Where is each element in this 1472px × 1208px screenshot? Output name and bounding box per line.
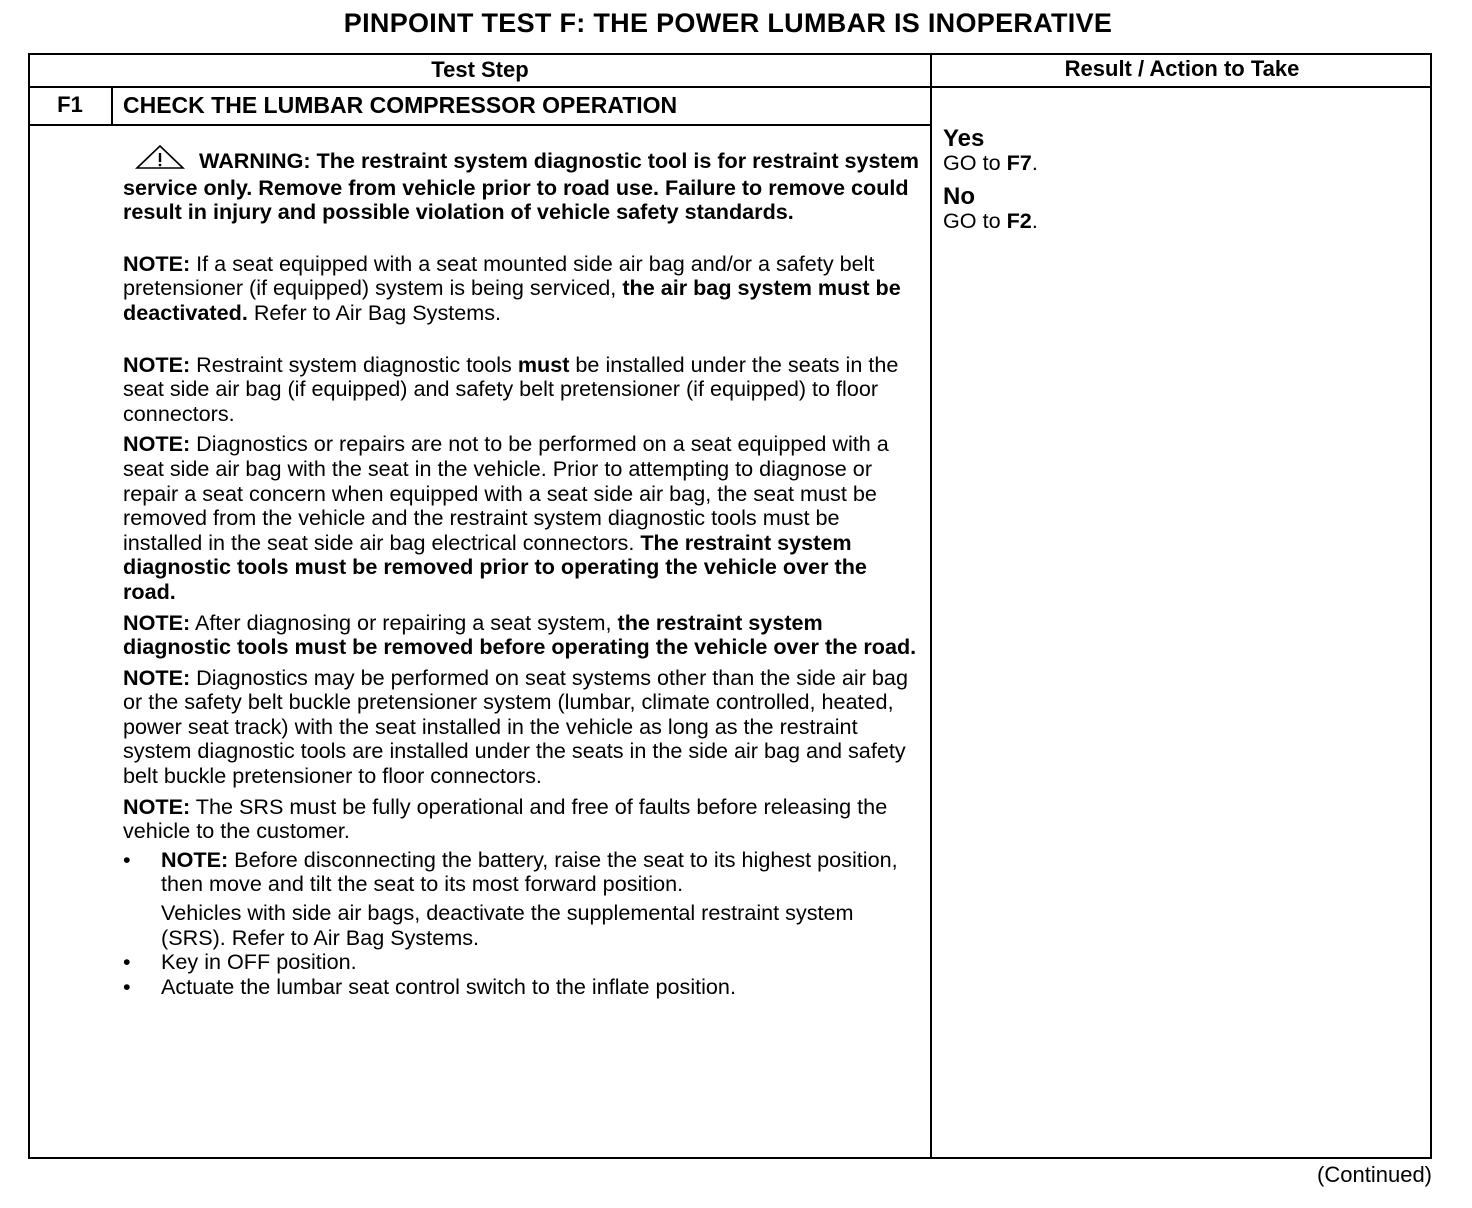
result-yes-action: GO to F7. xyxy=(943,150,1038,175)
column-header-test-step: Test Step xyxy=(431,57,529,82)
note-label: NOTE: xyxy=(123,793,191,819)
warning-triangle-icon xyxy=(135,144,185,176)
bullet-text: Key in OFF position. xyxy=(161,949,357,975)
note-label: NOTE: xyxy=(123,664,191,690)
note-emphasis: the restraint system diagnostic tools must be removed before operating the vehicle over the road. xyxy=(123,609,917,660)
note-4 xyxy=(123,611,923,660)
result-actions xyxy=(943,127,1038,233)
note-label: NOTE: xyxy=(123,609,191,635)
note-5 xyxy=(123,666,923,789)
note-text: be installed under the seats in the seat side air bag (if equipped) and safety belt pretensioner (if equipped) to floor connectors. xyxy=(123,351,899,426)
note-6 xyxy=(123,795,923,844)
bullet-text: Before disconnecting the battery, raise the seat to its highest position, then move and tilt the seat to its most forward position. xyxy=(161,846,898,897)
step-id-divider xyxy=(111,86,113,126)
bullet-text: Actuate the lumbar seat control switch to the inflate position. xyxy=(161,973,736,999)
note-label: NOTE: xyxy=(123,351,191,377)
note-3 xyxy=(123,432,923,604)
step-bullet-list xyxy=(123,848,923,1000)
list-item xyxy=(123,848,923,897)
bullet-icon: • xyxy=(123,846,131,872)
note-text: Diagnostics or repairs are not to be performed on a seat equipped with a seat side air bag with the seat in the vehicle. Prior to attempting to diagnose or repair a seat concern when equipped with a seat side air bag, the seat must be removed from the vehicle and the restraint system diagnostic tools must be installed in the seat side air bag electrical connectors. xyxy=(123,431,889,555)
step-id: F1 xyxy=(57,92,83,117)
step-content xyxy=(123,144,923,999)
result-no-label: No xyxy=(943,183,975,210)
column-header-result: Result / Action to Take xyxy=(1064,56,1300,81)
note-2 xyxy=(123,353,923,427)
bullet-subtext: Vehicles with side air bags, deactivate the supplemental restraint system (SRS). Refer to Air Bag Systems. xyxy=(161,900,854,950)
note-text: If a seat equipped with a seat mounted side air bag and/or a safety belt pretensioner (if equipped) system is being serviced, xyxy=(123,250,875,301)
note-text: The SRS must be fully operational and free of faults before releasing the vehicle to the customer. xyxy=(123,793,888,844)
note-text: Diagnostics may be performed on seat systems other than the side air bag or the safety belt buckle pretensioner system (lumbar, climate controlled, heated, power seat track) with the seat installed in the vehicle as long as the restraint system diagnostic tools are installed under the seats in the side air bag and safety belt buckle pretensioner to floor connectors. xyxy=(123,664,908,789)
goto-link-f7[interactable]: F7 xyxy=(1006,150,1032,175)
column-divider xyxy=(930,53,932,1159)
continued-label: (Continued) xyxy=(1317,1162,1432,1187)
note-text: Refer to Air Bag Systems. xyxy=(247,299,502,325)
note-emphasis: the air bag system must be deactivated. xyxy=(123,275,901,325)
action-prefix: GO to xyxy=(943,208,1007,233)
note-1 xyxy=(123,252,923,326)
warning-paragraph xyxy=(123,144,923,225)
note-label: NOTE: xyxy=(123,431,191,457)
bullet-icon: • xyxy=(123,949,131,975)
list-item xyxy=(123,950,923,975)
goto-link-f2[interactable]: F2 xyxy=(1006,208,1032,233)
note-label: NOTE: xyxy=(161,846,229,872)
note-emphasis: The restraint system diagnostic tools must be removed prior to operating the vehicle over the road. xyxy=(123,529,867,604)
page-title: PINPOINT TEST F: THE POWER LUMBAR IS INOPERATIVE xyxy=(343,8,1113,38)
list-item xyxy=(123,975,923,1000)
warning-text: WARNING: The restraint system diagnostic tool is for restraint system service only. Remove from vehicle prior to road use. Failure to remove could result in injury and possible violation of vehicle safety standards. xyxy=(123,148,919,225)
note-text: Restraint system diagnostic tools xyxy=(190,351,518,377)
header-divider xyxy=(28,86,1432,88)
note-label: NOTE: xyxy=(123,250,191,276)
action-prefix: GO to xyxy=(943,150,1007,175)
note-text: After diagnosing or repairing a seat system, xyxy=(190,609,618,635)
result-yes-label: Yes xyxy=(943,125,985,152)
step-title-divider xyxy=(28,124,931,126)
step-title: CHECK THE LUMBAR COMPRESSOR OPERATION xyxy=(123,92,678,118)
result-no-action: GO to F2. xyxy=(943,208,1038,233)
bullet-icon: • xyxy=(123,973,131,999)
note-emphasis: must xyxy=(517,351,570,377)
list-item-continuation xyxy=(123,901,923,950)
